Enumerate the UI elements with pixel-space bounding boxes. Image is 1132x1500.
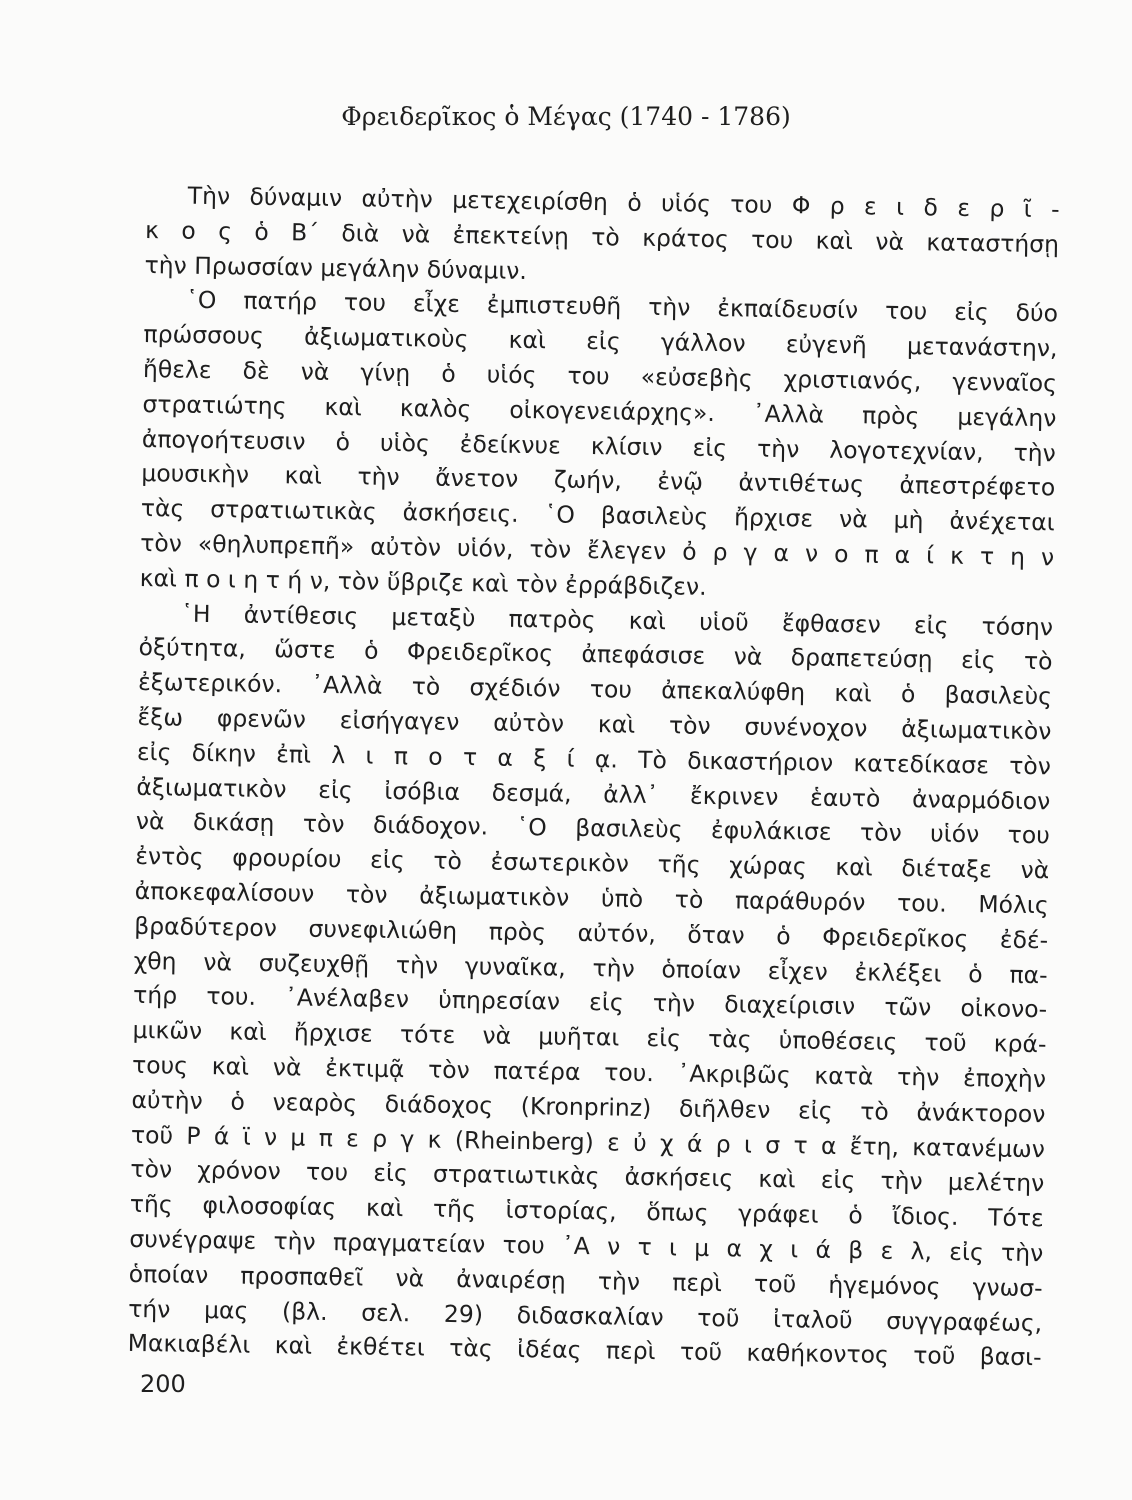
text-line: Τὴν δύναμιν αὐτὴν μετεχειρίσθη ὁ υἱός του Φ ρ ε ι δ ε ρ ῖ -: [187, 181, 1060, 224]
text-line: Μακιαβέλι καὶ ἐκθέτει τὰς ἰδέας περὶ τοῦ καθήκοντος τοῦ βασι-: [127, 1329, 1042, 1372]
text-line: τους καὶ νὰ ἐκτιμᾷ τὸν πατέρα του. ᾿Ακριβῶς κατὰ τὴν ἐποχὴν: [131, 1050, 1047, 1094]
text-line: καὶ π ο ι η τ ή ν, τὸν ὕβριζε καὶ τὸν ἐρράβδιζεν.: [139, 563, 707, 601]
text-line: ῾Η ἀντίθεσις μεταξὺ πατρὸς καὶ υἱοῦ ἔφθασεν εἰς τόσην: [180, 599, 1054, 641]
text-line: τὴν Πρωσσίαν μεγάλην δύναμιν.: [144, 250, 528, 285]
text-line: ἀποκεφαλίσουν τὸν ἀξιωματικὸν ὑπὸ τὸ παράθυρόν του. Μόλις: [134, 876, 1049, 920]
text-line: αὐτὴν ὁ νεαρὸς διάδοχος (Kronprinz) διῆλθεν εἰς τὸ ἀνάκτορον: [131, 1085, 1046, 1128]
text-line: συνέγραψε τὴν πραγματείαν του ᾿Α ν τ ι μ α χ ι ά β ε λ, εἰς τὴν: [129, 1224, 1044, 1268]
text-line: ἔξω φρενῶν εἰσήγαγεν αὐτὸν καὶ τὸν συνένοχον ἀξιωματικὸν: [137, 702, 1052, 746]
page-number: 200: [140, 1370, 186, 1398]
text-line: χθη νὰ συζευχθῇ τὴν γυναῖκα, τὴν ὁποίαν εἶχεν ἐκλέξει ὁ πα-: [133, 946, 1048, 989]
text-line: τήν μας (βλ. σελ. 29) διδασκαλίαν τοῦ ἰταλοῦ συγγραφέως,: [128, 1294, 1043, 1337]
chapter-title: Φρειδερῖκος ὁ Μέγας (1740 - 1786): [341, 102, 791, 131]
text-line: νὰ δικάσῃ τὸν διάδοχον. ῾Ο βασιλεὺς ἐφυλάκισε τὸν υἱόν του: [135, 807, 1051, 850]
text-line: τὰς στρατιωτικὰς ἀσκήσεις. ῾Ο βασιλεὺς ἤρχισε νὰ μὴ ἀνέχεται: [140, 494, 1055, 537]
text-line: ἐντὸς φρουρίου εἰς τὸ ἐσωτερικὸν τῆς χώρας καὶ διέταξε νὰ: [135, 842, 1050, 885]
text-line: τῆς φιλοσοφίας καὶ τῆς ἱστορίας, ὅπως γράφει ὁ ἴδιος. Τότε: [129, 1189, 1044, 1233]
text-line: τήρ του. ᾿Ανέλαβεν ὑπηρεσίαν εἰς τὴν διαχείρισιν τῶν οἰκονο-: [132, 981, 1048, 1024]
text-line: πρώσσους ἀξιωματικοὺς καὶ εἰς γάλλον εὐγενῆ μετανάστην,: [143, 320, 1058, 363]
text-line: βραδύτερον συνεφιλιώθη πρὸς αὐτόν, ὅταν ὁ Φρειδερῖκος ἐδέ-: [134, 911, 1049, 954]
text-line: ὁποίαν προσπαθεῖ νὰ ἀναιρέσῃ τὴν περὶ τοῦ ἡγεμόνος γνωσ-: [128, 1259, 1043, 1302]
text-line: ὀξύτητα, ὥστε ὁ Φρειδερῖκος ἀπεφάσισε νὰ δραπετεύσῃ εἰς τὸ: [138, 633, 1053, 676]
text-line: μουσικὴν καὶ τὴν ἄνετον ζωήν, ἐνῷ ἀντιθέτως ἀπεστρέφετο: [141, 459, 1056, 502]
text-line: στρατιώτης καὶ καλὸς οἰκογενειάρχης». ᾿Αλλὰ πρὸς μεγάλην: [142, 389, 1057, 433]
text-line: ἤθελε δὲ νὰ γίνῃ ὁ υἱός του «εὐσεβὴς χριστιανός, γενναῖος: [142, 354, 1058, 398]
text-line: τὸν «θηλυπρεπῆ» αὐτὸν υἱόν, τὸν ἔλεγεν ὀ ρ γ α ν ο π α ί κ τ η ν: [140, 528, 1055, 572]
text-line: ἀπογοήτευσιν ὁ υἱὸς ἐδείκνυε κλίσιν εἰς τὴν λογοτεχνίαν, τὴν: [141, 424, 1057, 467]
text-line: κ ο ς ὁ Β΄ διὰ νὰ ἐπεκτείνῃ τὸ κράτος του καὶ νὰ καταστήσῃ: [144, 215, 1060, 259]
body-text: [127, 178, 1059, 1375]
text-line: τοῦ Ρ ά ϊ ν μ π ε ρ γ κ (Rheinberg) ε ὐ χ ά ρ ι σ τ α ἔτη, κατανέμων: [130, 1120, 1046, 1163]
text-line: τὸν χρόνον του εἰς στρατιωτικὰς ἀσκήσεις καὶ εἰς τὴν μελέτην: [130, 1155, 1045, 1198]
text-line: ἐξωτερικόν. ᾿Αλλὰ τὸ σχέδιόν του ἀπεκαλύφθη καὶ ὁ βασιλεὺς: [137, 668, 1053, 711]
text-line: μικῶν καὶ ἤρχισε τότε νὰ μυῆται εἰς τὰς ὑποθέσεις τοῦ κρά-: [132, 1016, 1047, 1059]
text-line: ἀξιωματικὸν εἰς ἰσόβια δεσμά, ἀλλ᾿ ἔκρινεν ἑαυτὸ ἀναρμόδιον: [136, 772, 1051, 815]
text-line: εἰς δίκην ἐπὶ λ ι π ο τ α ξ ί ᾳ. Τὸ δικαστήριον κατεδίκασε τὸν: [136, 737, 1052, 781]
text-line: ῾Ο πατήρ του εἶχε ἐμπιστευθῆ τὴν ἐκπαίδευσίν του εἰς δύο: [185, 286, 1059, 328]
